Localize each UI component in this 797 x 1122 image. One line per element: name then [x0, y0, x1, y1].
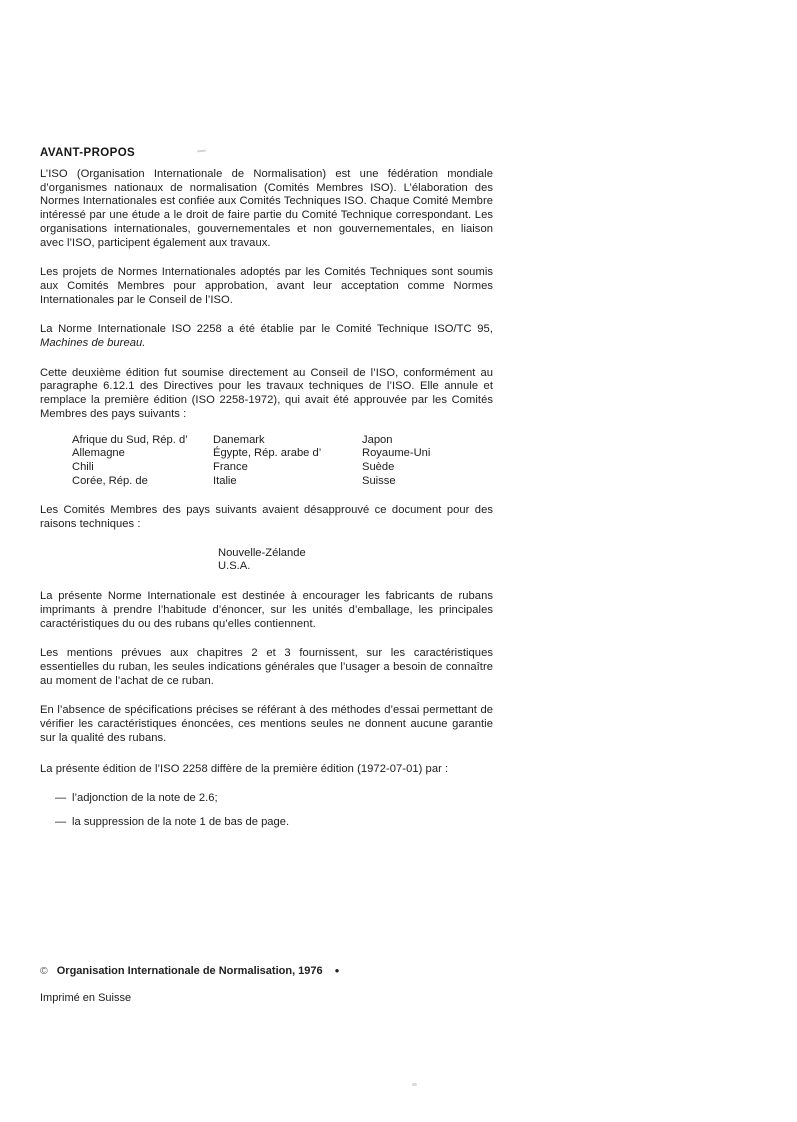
dash-bullet: —	[55, 815, 67, 828]
paragraph-no-guarantee: En l’absence de spécifications précises se référant à des méthodes d’essai permettant de vérifier les caractéristiques énoncées, ces mentions seules ne donnent aucune garantie sur la qualité des rubans.	[40, 704, 493, 744]
country-item: Nouvelle-Zélande	[218, 546, 306, 559]
page-title: AVANT-PROPOS	[40, 147, 136, 159]
list-item-text: l’adjonction de la note de 2.6;	[72, 792, 218, 805]
committee-name-italic: Machines de bureau.	[40, 337, 146, 350]
country-item: Danemark	[213, 433, 265, 446]
country-item: Suisse	[362, 474, 396, 487]
paragraph-edition-differences: La présente édition de l’ISO 2258 diffère de la première édition (1972-07-01) par :	[40, 762, 449, 775]
dash-bullet: —	[55, 792, 67, 805]
paragraph-second-edition: Cette deuxième édition fut soumise directement au Conseil de l’ISO, conformément au paragraphe 6.12.1 des Directives pour les travaux techniques de l’ISO. Elle annule et remplace la première édition (ISO 2258-1972), qui avait été approuvée par les Comités Membres des pays suivants :	[40, 366, 493, 420]
copyright-text: Organisation Internationale de Normalisation, 1976	[56, 965, 323, 977]
country-item: Royaume-Uni	[362, 447, 431, 460]
paragraph-disapproved-intro: Les Comités Membres des pays suivants avaient désapprouvé ce document pour des raisons techniques :	[40, 504, 493, 531]
approved-countries-list	[40, 434, 493, 489]
paragraph-standard-purpose: La présente Norme Internationale est destinée à encourager les fabricants de rubans imprimants à prendre l’habitude d’énoncer, sur les unités d’emballage, les principales caractéristiques du ou des rubans qu’elles contiennent.	[40, 590, 493, 630]
copyright-line	[40, 965, 340, 977]
country-item: Corée, Rép. de	[72, 474, 148, 487]
country-item: Suède	[362, 460, 395, 473]
country-item: U.S.A.	[218, 560, 251, 573]
country-item: Afrique du Sud, Rép. d’	[72, 433, 188, 446]
copyright-icon: ©	[40, 965, 48, 977]
country-item: Égypte, Rép. arabe d’	[213, 447, 322, 460]
approved-countries-column-3	[362, 434, 493, 489]
country-item: Allemagne	[72, 447, 125, 460]
scan-speck	[412, 1083, 417, 1086]
paragraph-mentions-chapters: Les mentions prévues aux chapitres 2 et 3 fournissent, sur les caractéristiques essentielles du ruban, les seules indications générales que l’usager a besoin de connaître au moment de l’achat de ce ruban.	[40, 647, 493, 687]
paragraph-iso-introduction: L’ISO (Organisation Internationale de Normalisation) est une fédération mondiale d’organismes nationaux de normalisation (Comités Membres ISO). L’élaboration des Normes Internationales est confiée aux Comités Techniques ISO. Chaque Comité Membre intéressé par une étude a le droit de faire partie du Comité Technique correspondant. Les organisations internationales, gouvernementales et non gouvernementales, en liaison avec l’ISO, participent également aux travaux.	[40, 168, 493, 249]
paragraph-standard-origin	[40, 323, 493, 350]
country-item: Italie	[213, 474, 237, 487]
disapproved-countries-list	[218, 547, 493, 574]
list-item-note-addition	[40, 792, 493, 806]
list-item-note-removal	[40, 816, 493, 830]
country-item: Japon	[362, 433, 393, 446]
bullet-dot-icon: ●	[334, 966, 340, 975]
list-item-text: la suppression de la note 1 de bas de page.	[72, 815, 290, 828]
approved-countries-column-2	[213, 434, 362, 489]
paragraph-draft-approval: Les projets de Normes Internationales adoptés par les Comités Techniques sont soumis aux Comités Membres pour approbation, avant leur acceptation comme Normes Internationales par le Conseil de l’ISO.	[40, 266, 493, 306]
standard-origin-text: La Norme Internationale ISO 2258 a été établie par le Comité Technique ISO/TC 95,	[40, 323, 493, 336]
country-item: Chili	[72, 460, 94, 473]
printed-in-switzerland-line: Imprimé en Suisse	[40, 992, 132, 1004]
foreword-section	[40, 147, 493, 830]
country-item: France	[213, 460, 248, 473]
approved-countries-column-1	[72, 434, 213, 489]
